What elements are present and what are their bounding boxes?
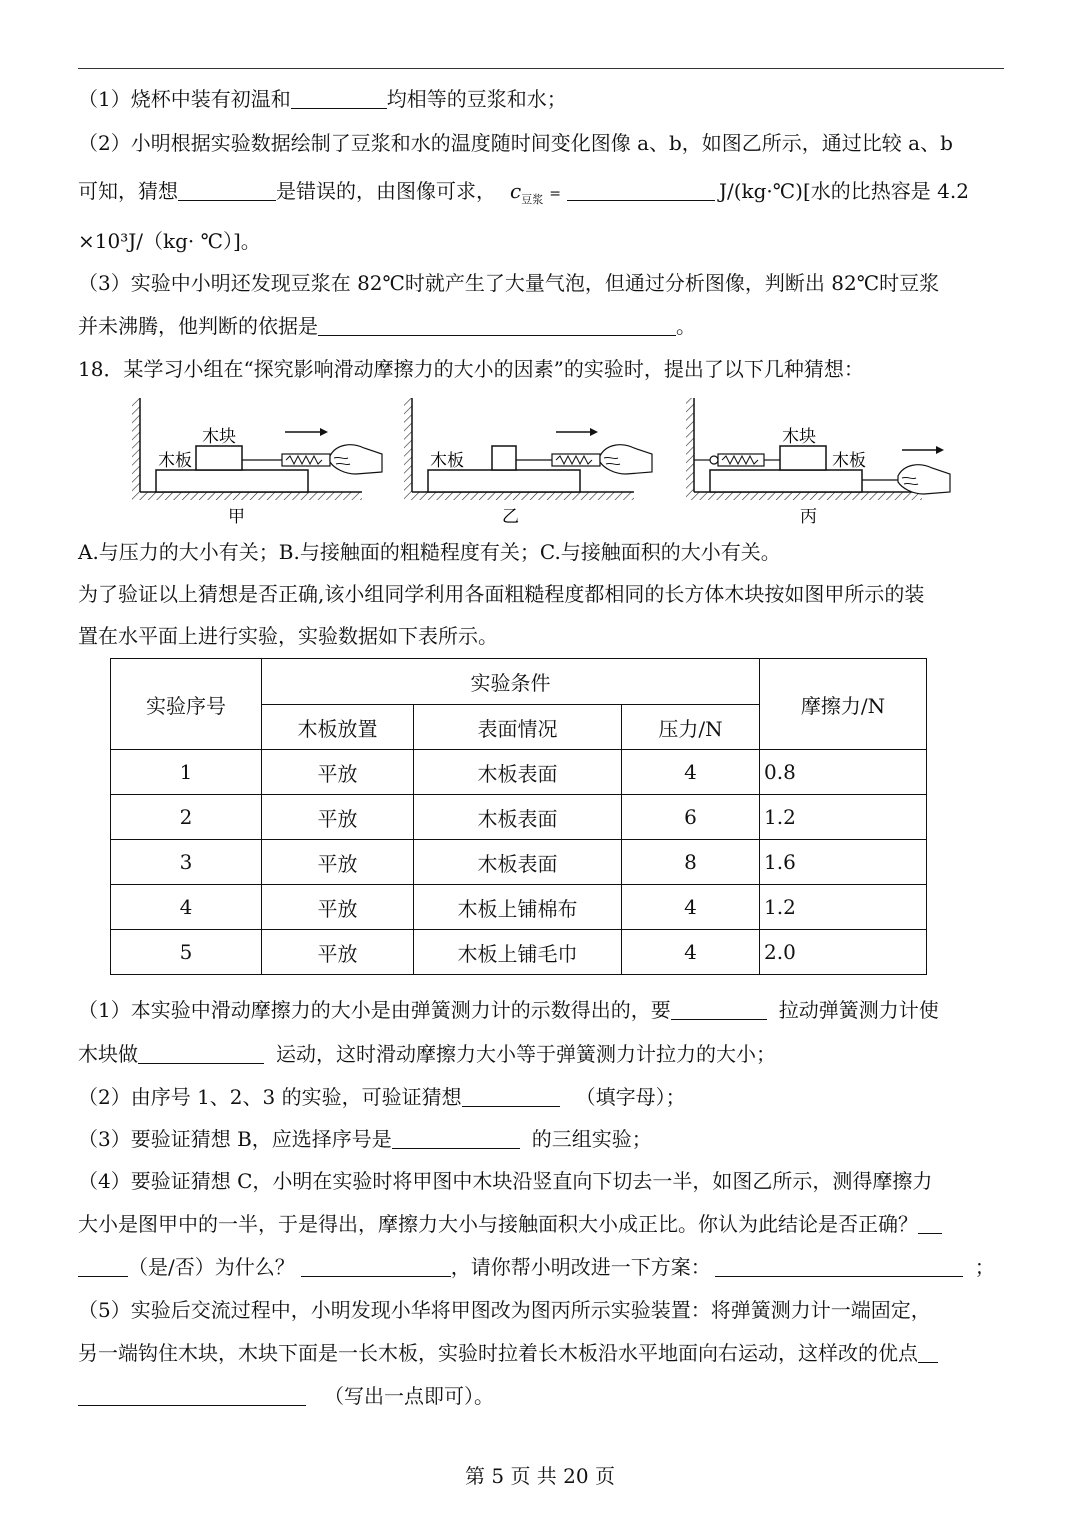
header-placement: 木板放置 (262, 705, 414, 750)
cell-friction: 2.0 (760, 930, 927, 975)
q18-sub1-text2-end: 运动，这时滑动摩擦力大小等于弹簧测力计拉力的大小； (276, 1042, 776, 1066)
specific-heat-subscript: 豆浆 (521, 193, 544, 206)
caption-yi: 乙 (502, 507, 519, 526)
data-table (110, 658, 927, 975)
q18-sub1-text: （1）本实验中滑动摩擦力的大小是由弹簧测力计的示数得出的，要 (78, 998, 671, 1022)
q18-sub5-line3 (78, 1381, 494, 1411)
q18-sub4-line3 (78, 1252, 995, 1282)
label-board: 木板 (430, 451, 464, 470)
q18-sub4-text3: （是/否）为什么？ (128, 1255, 295, 1279)
cell-pressure: 4 (622, 750, 760, 795)
cell-pressure: 4 (622, 885, 760, 930)
answer-blank[interactable] (78, 1383, 306, 1406)
specific-heat-symbol: c (510, 179, 522, 203)
answer-blank[interactable] (918, 1340, 938, 1363)
cell-pressure: 4 (622, 930, 760, 975)
q18-sub2-text: （2）由序号 1、2、3 的实验，可验证猜想 (78, 1085, 462, 1109)
q17-part1-text: （1）烧杯中装有初温和 (78, 87, 291, 111)
q18-hypotheses: A.与压力的大小有关；B.与接触面的粗糙程度有关；C.与接触面积的大小有关。 (78, 540, 781, 564)
q18-setup-line1: 为了验证以上猜想是否正确,该小组同学利用各面粗糙程度都相同的长方体木块按如图甲所示的装 (78, 582, 925, 606)
q17-part3-text: 并未沸腾，他判断的依据是 (78, 314, 318, 338)
answer-blank[interactable] (462, 1084, 560, 1107)
q18-sub4-text: 大小是图甲中的一半，于是得出，摩擦力大小与接触面积大小成正比。你认为此结论是否正确？ (78, 1212, 918, 1236)
cell-surface: 木板表面 (414, 750, 622, 795)
label-block: 木块 (202, 427, 236, 446)
q18-sub1-line2 (78, 1039, 776, 1069)
q18-sub4-line2 (78, 1209, 942, 1239)
cell-friction: 1.6 (760, 840, 927, 885)
cell-pressure: 8 (622, 840, 760, 885)
table-row (111, 750, 927, 795)
header-pressure: 压力/N (622, 705, 760, 750)
cell-surface: 木板上铺棉布 (414, 885, 622, 930)
header-conditions: 实验条件 (262, 659, 760, 705)
cell-friction: 1.2 (760, 885, 927, 930)
q17-part2-line3: ×10³J/（kg· ℃）]。 (78, 229, 261, 253)
table-row (111, 840, 927, 885)
q18-sub2-text-end: （填字母）； (575, 1085, 686, 1109)
answer-blank[interactable] (392, 1126, 520, 1149)
cell-placement: 平放 (262, 885, 414, 930)
label-board: 木板 (832, 451, 866, 470)
answer-blank[interactable] (291, 86, 387, 109)
header-friction: 摩擦力/N (760, 659, 927, 750)
q18-sub3-text: （3）要验证猜想 B，应选择序号是 (78, 1127, 392, 1151)
answer-blank[interactable] (715, 1254, 963, 1277)
cell-seq: 1 (111, 750, 262, 795)
answer-blank[interactable] (138, 1041, 264, 1064)
cell-surface: 木板上铺毛巾 (414, 930, 622, 975)
q17-part1-text-end: 均相等的豆浆和水； (386, 87, 567, 111)
q18-sub2 (78, 1082, 686, 1112)
cell-placement: 平放 (262, 795, 414, 840)
q17-part2-text: 可知，猜想 (78, 179, 178, 203)
q17-part3-line1: （3）实验中小明还发现豆浆在 82℃时就产生了大量气泡，但通过分析图像，判断出 82℃时豆浆 (78, 271, 940, 295)
figure-jia (132, 398, 382, 526)
q18-sub5-line1: （5）实验后交流过程中，小明发现小华将甲图改为图丙所示实验装置：将弹簧测力计一端固定， (78, 1298, 931, 1322)
cell-friction: 1.2 (760, 795, 927, 840)
unit-text: J/ (718, 179, 734, 203)
q17-part1 (78, 84, 567, 114)
q17-part2-text-end: [水的比热容是 4.2 (802, 179, 969, 203)
answer-blank[interactable] (671, 997, 767, 1020)
unit-paren: (kg·℃) (733, 179, 803, 203)
q18-intro: 18．某学习小组在“探究影响滑动摩擦力的大小的因素”的实验时，提出了以下几种猜想： (78, 357, 864, 381)
q18-sub4-text3-end: ； (974, 1255, 995, 1279)
cell-seq: 3 (111, 840, 262, 885)
cell-friction: 0.8 (760, 750, 927, 795)
cell-seq: 5 (111, 930, 262, 975)
q17-part3-line2 (78, 311, 696, 341)
figure-bing (686, 398, 950, 526)
label-block: 木块 (782, 427, 816, 446)
experiment-figures (120, 392, 970, 530)
q18-sub4-text3-mid: ，请你帮小明改进一下方案： (450, 1255, 711, 1279)
top-rule (78, 68, 1004, 69)
cell-placement: 平放 (262, 750, 414, 795)
answer-blank[interactable] (301, 1254, 451, 1277)
cell-seq: 2 (111, 795, 262, 840)
cell-surface: 木板表面 (414, 840, 622, 885)
table-row (111, 885, 927, 930)
cell-seq: 4 (111, 885, 262, 930)
q18-sub5-line2 (78, 1338, 938, 1368)
caption-bing: 丙 (800, 507, 817, 526)
equals-sign: = (549, 186, 561, 202)
q18-sub5-text: 另一端钩住木块，木块下面是一长木板，实验时拉着长木板沿水平地面向右运动，这样改的优点 (78, 1341, 918, 1365)
header-surface: 表面情况 (414, 705, 622, 750)
answer-blank[interactable] (318, 313, 676, 336)
cell-placement: 平放 (262, 930, 414, 975)
caption-jia: 甲 (228, 507, 245, 526)
q17-part2-text-mid: 是错误的，由图像可求， (276, 179, 496, 203)
label-board: 木板 (158, 451, 192, 470)
answer-blank[interactable] (918, 1211, 942, 1234)
q18-sub5-text3: （写出一点即可）。 (324, 1384, 494, 1408)
cell-placement: 平放 (262, 840, 414, 885)
q18-sub3 (78, 1124, 652, 1154)
q18-sub1-line1 (78, 995, 939, 1025)
figure-yi (404, 398, 652, 526)
cell-surface: 木板表面 (414, 795, 622, 840)
q18-sub3-text-end: 的三组实验； (531, 1127, 652, 1151)
q18-setup-line2: 置在水平面上进行实验，实验数据如下表所示。 (78, 624, 498, 648)
q17-part2-line2 (78, 176, 969, 215)
cell-pressure: 6 (622, 795, 760, 840)
header-seq: 实验序号 (111, 659, 262, 750)
q18-sub1-text2: 木块做 (78, 1042, 138, 1066)
answer-blank[interactable] (78, 1254, 128, 1277)
table-row (111, 795, 927, 840)
table-row (111, 930, 927, 975)
q18-sub4-line1: （4）要验证猜想 C，小明在实验时将甲图中木块沿竖直向下切去一半，如图乙所示，测得摩擦力 (78, 1169, 933, 1193)
answer-blank[interactable] (567, 178, 715, 201)
table-header-row (111, 659, 927, 705)
q17-part2-line1: （2）小明根据实验数据绘制了豆浆和水的温度随时间变化图像 a、b，如图乙所示，通过比较 a、b (78, 131, 953, 155)
page-footer: 第 5 页 共 20 页 (465, 1464, 615, 1488)
answer-blank[interactable] (178, 178, 276, 201)
q17-part3-text-end: 。 (676, 314, 696, 338)
q18-sub1-text-end: 拉动弹簧测力计使 (778, 998, 939, 1022)
